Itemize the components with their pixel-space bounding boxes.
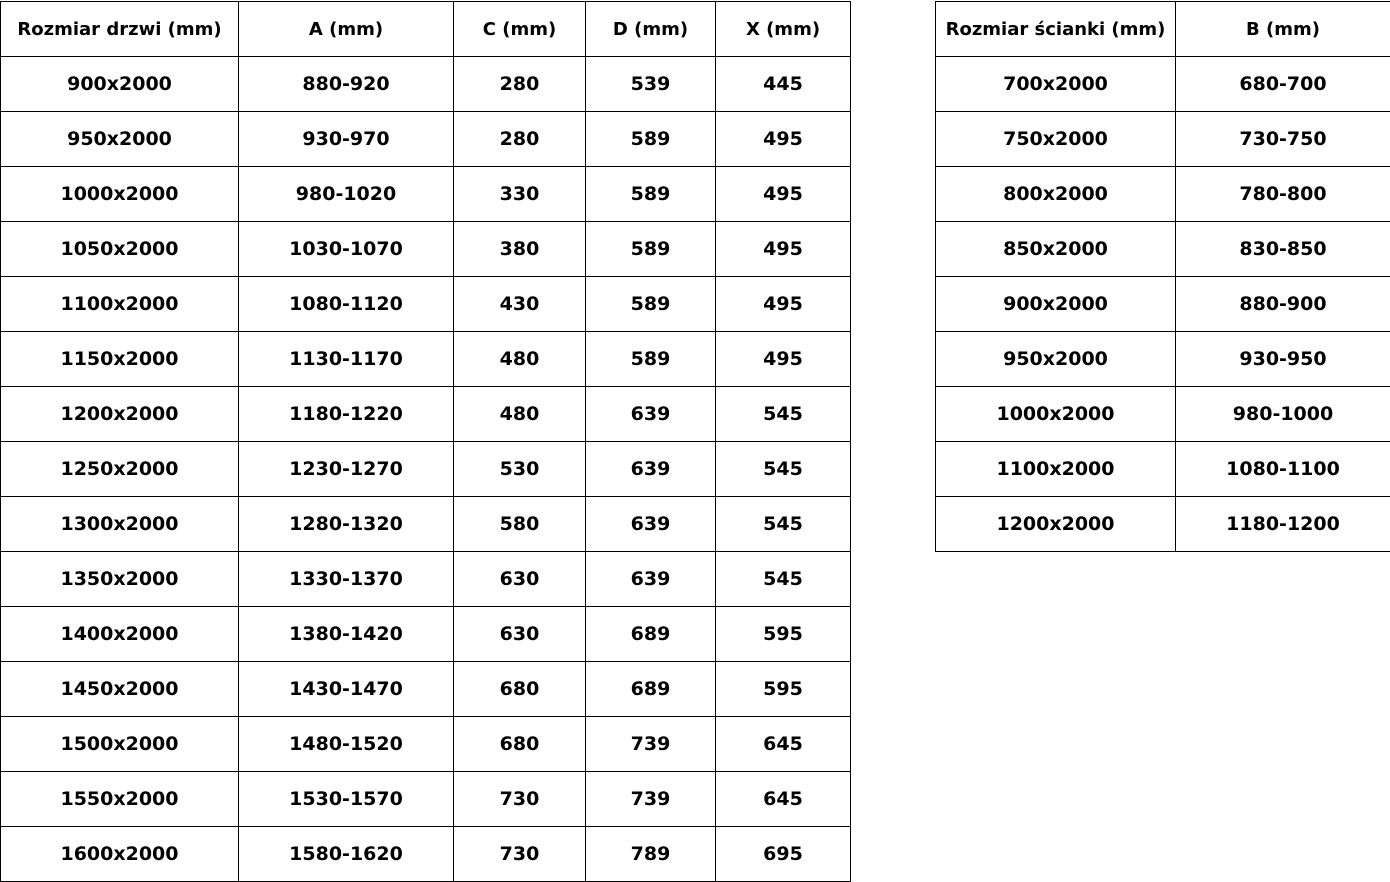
- table-row: [1, 827, 851, 882]
- cell-b: 980-1000: [1176, 387, 1390, 442]
- table-row: [1, 332, 851, 387]
- table-row: [1, 772, 851, 827]
- cell-door-size: 1300x2000: [1, 497, 239, 552]
- cell-c: 730: [454, 772, 586, 827]
- table-header-row: [1, 2, 851, 57]
- table-row: [936, 332, 1390, 387]
- column-header-c: C (mm): [454, 2, 586, 57]
- cell-c: 680: [454, 717, 586, 772]
- table-row: [1, 112, 851, 167]
- cell-door-size: 1450x2000: [1, 662, 239, 717]
- wall-dimensions-table: [935, 1, 1390, 552]
- column-header-b: B (mm): [1176, 2, 1390, 57]
- cell-door-size: 1350x2000: [1, 552, 239, 607]
- cell-x: 645: [716, 772, 851, 827]
- column-header-wall-size: Rozmiar ścianki (mm): [936, 2, 1176, 57]
- doors-table-body: [1, 57, 851, 882]
- cell-d: 539: [586, 57, 716, 112]
- cell-wall-size: 1000x2000: [936, 387, 1176, 442]
- cell-door-size: 1150x2000: [1, 332, 239, 387]
- cell-x: 495: [716, 167, 851, 222]
- cell-x: 595: [716, 607, 851, 662]
- cell-door-size: 1400x2000: [1, 607, 239, 662]
- table-row: [1, 442, 851, 497]
- cell-x: 695: [716, 827, 851, 882]
- cell-wall-size: 1200x2000: [936, 497, 1176, 552]
- cell-a: 1580-1620: [239, 827, 454, 882]
- cell-wall-size: 750x2000: [936, 112, 1176, 167]
- cell-d: 739: [586, 772, 716, 827]
- cell-wall-size: 850x2000: [936, 222, 1176, 277]
- cell-b: 830-850: [1176, 222, 1390, 277]
- cell-d: 689: [586, 662, 716, 717]
- cell-c: 280: [454, 112, 586, 167]
- cell-a: 1430-1470: [239, 662, 454, 717]
- column-header-x: X (mm): [716, 2, 851, 57]
- table-row: [1, 497, 851, 552]
- cell-a: 880-920: [239, 57, 454, 112]
- cell-c: 280: [454, 57, 586, 112]
- cell-c: 480: [454, 332, 586, 387]
- cell-a: 1380-1420: [239, 607, 454, 662]
- table-row: [936, 277, 1390, 332]
- cell-x: 595: [716, 662, 851, 717]
- cell-c: 630: [454, 607, 586, 662]
- table-row: [1, 607, 851, 662]
- cell-x: 545: [716, 387, 851, 442]
- cell-a: 1180-1220: [239, 387, 454, 442]
- cell-x: 545: [716, 442, 851, 497]
- cell-a: 1330-1370: [239, 552, 454, 607]
- cell-d: 739: [586, 717, 716, 772]
- cell-c: 630: [454, 552, 586, 607]
- cell-d: 589: [586, 167, 716, 222]
- cell-c: 530: [454, 442, 586, 497]
- cell-c: 330: [454, 167, 586, 222]
- cell-x: 495: [716, 112, 851, 167]
- cell-d: 589: [586, 112, 716, 167]
- cell-d: 589: [586, 277, 716, 332]
- cell-a: 1130-1170: [239, 332, 454, 387]
- cell-a: 930-970: [239, 112, 454, 167]
- cell-d: 689: [586, 607, 716, 662]
- cell-c: 380: [454, 222, 586, 277]
- cell-b: 930-950: [1176, 332, 1390, 387]
- table-row: [936, 112, 1390, 167]
- cell-d: 589: [586, 332, 716, 387]
- doors-table-header: [1, 2, 851, 57]
- cell-c: 680: [454, 662, 586, 717]
- cell-x: 545: [716, 497, 851, 552]
- cell-d: 639: [586, 387, 716, 442]
- table-row: [936, 497, 1390, 552]
- cell-b: 1080-1100: [1176, 442, 1390, 497]
- cell-d: 639: [586, 552, 716, 607]
- cell-wall-size: 700x2000: [936, 57, 1176, 112]
- cell-door-size: 1600x2000: [1, 827, 239, 882]
- wall-table-body: [936, 57, 1390, 552]
- cell-x: 495: [716, 277, 851, 332]
- cell-b: 1180-1200: [1176, 497, 1390, 552]
- table-row: [936, 442, 1390, 497]
- cell-b: 780-800: [1176, 167, 1390, 222]
- cell-wall-size: 950x2000: [936, 332, 1176, 387]
- cell-door-size: 1500x2000: [1, 717, 239, 772]
- cell-a: 980-1020: [239, 167, 454, 222]
- table-row: [1, 57, 851, 112]
- table-row: [1, 167, 851, 222]
- table-header-row: [936, 2, 1390, 57]
- cell-x: 495: [716, 332, 851, 387]
- cell-door-size: 1250x2000: [1, 442, 239, 497]
- cell-a: 1080-1120: [239, 277, 454, 332]
- cell-door-size: 1550x2000: [1, 772, 239, 827]
- doors-dimensions-table: [0, 1, 851, 882]
- table-row: [1, 662, 851, 717]
- table-row: [1, 387, 851, 442]
- table-row: [1, 277, 851, 332]
- cell-door-size: 950x2000: [1, 112, 239, 167]
- column-header-door-size: Rozmiar drzwi (mm): [1, 2, 239, 57]
- cell-d: 789: [586, 827, 716, 882]
- cell-door-size: 1000x2000: [1, 167, 239, 222]
- cell-b: 880-900: [1176, 277, 1390, 332]
- cell-d: 589: [586, 222, 716, 277]
- cell-x: 495: [716, 222, 851, 277]
- cell-door-size: 1200x2000: [1, 387, 239, 442]
- column-header-d: D (mm): [586, 2, 716, 57]
- cell-x: 445: [716, 57, 851, 112]
- cell-wall-size: 900x2000: [936, 277, 1176, 332]
- cell-a: 1480-1520: [239, 717, 454, 772]
- cell-c: 730: [454, 827, 586, 882]
- table-row: [1, 552, 851, 607]
- cell-a: 1030-1070: [239, 222, 454, 277]
- table-row: [936, 222, 1390, 277]
- table-row: [1, 222, 851, 277]
- cell-c: 430: [454, 277, 586, 332]
- wall-table-header: [936, 2, 1390, 57]
- cell-d: 639: [586, 442, 716, 497]
- cell-door-size: 1050x2000: [1, 222, 239, 277]
- cell-door-size: 1100x2000: [1, 277, 239, 332]
- table-row: [936, 57, 1390, 112]
- cell-a: 1230-1270: [239, 442, 454, 497]
- cell-x: 545: [716, 552, 851, 607]
- cell-wall-size: 1100x2000: [936, 442, 1176, 497]
- table-row: [936, 167, 1390, 222]
- column-header-a: A (mm): [239, 2, 454, 57]
- cell-a: 1280-1320: [239, 497, 454, 552]
- table-row: [1, 717, 851, 772]
- cell-wall-size: 800x2000: [936, 167, 1176, 222]
- cell-c: 580: [454, 497, 586, 552]
- cell-c: 480: [454, 387, 586, 442]
- table-row: [936, 387, 1390, 442]
- cell-x: 645: [716, 717, 851, 772]
- cell-b: 680-700: [1176, 57, 1390, 112]
- cell-a: 1530-1570: [239, 772, 454, 827]
- cell-d: 639: [586, 497, 716, 552]
- cell-b: 730-750: [1176, 112, 1390, 167]
- cell-door-size: 900x2000: [1, 57, 239, 112]
